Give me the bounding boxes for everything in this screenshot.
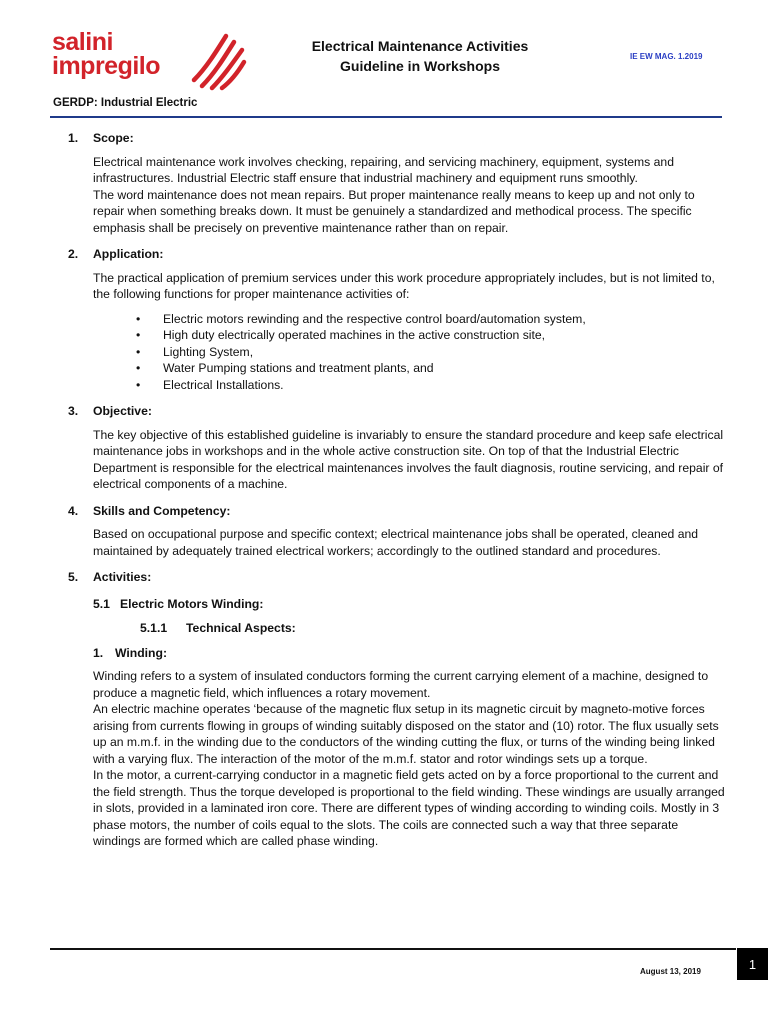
subsection-number: 5.1 [93, 596, 110, 611]
footer-divider [50, 948, 736, 950]
item-heading [93, 645, 728, 662]
section-heading [68, 569, 728, 586]
document-code: IE EW MAG. 1.2019 [630, 52, 703, 61]
section-skills [68, 503, 728, 560]
section-application [68, 246, 728, 393]
section-title: Application: [93, 247, 164, 261]
section-title: Activities: [93, 570, 152, 584]
logo-swirl-icon [186, 30, 248, 92]
department-label: GERDP: Industrial Electric [53, 97, 198, 109]
paragraph: Electrical maintenance work involves checking, repairing, and servicing machinery, equipment, systems and infrastructures. Industrial Electric staff ensure that industrial machinery and equipment runs smoothly. [93, 154, 674, 185]
logo-line-2: impregilo [52, 52, 161, 80]
subsection-heading [93, 596, 728, 613]
title-line-2: Guideline in Workshops [340, 58, 500, 74]
section-text [93, 526, 728, 559]
paragraph: Based on occupational purpose and specific context; electrical maintenance jobs shall be operated, cleaned and maintained by adequately trained electrical workers; accordingly to the outlined standard and procedures. [93, 527, 699, 558]
document-body [68, 130, 728, 860]
section-number: 1. [68, 131, 79, 145]
paragraph: The word maintenance does not mean repairs. But proper maintenance really means to keep up and not only to repair when something breaks down. It must be genuinely a standardized and methodical process. The specific emphasis shall be precisely on preventive maintenance rather than on repair. [93, 187, 695, 235]
paragraph: An electric machine operates ‘because of the magnetic flux setup in its magnetic circuit by magneto-motive forces arising from currents flowing in groups of winding suitably disposed on the stator and (10) rotor. The flux usually sets up an m.m.f. in the winding due to the conductors of the winding cutting the flux, or turns of the winding being linked with a varying flux. The interaction of the motor of the m.m.f. stator and rotor windings sets up a torque. [93, 702, 719, 766]
page-number: 1 [737, 948, 768, 980]
logo-line-1: salini [52, 28, 113, 56]
item-number: 1. [93, 645, 104, 660]
paragraph: In the motor, a current-carrying conductor in a magnetic field gets acted on by a force proportional to the current and the field strength. Thus the torque developed is proportional to the field winding. These windings are usually arranged in slots, provided in a laminated iron core. There are different types of winding according to winding coils. Mostly in 3 phase motors, the number of coils equal to the slots. The coils are connected such a way that three separate windings are formed which are called phase winding. [93, 768, 725, 848]
list-item: • Electric motors rewinding and the respective control board/automation system, [136, 311, 728, 328]
section-text [93, 154, 728, 237]
paragraph: The practical application of premium services under this work procedure appropriately includes, but is not limited to, the following functions for proper maintenance activities of: [93, 270, 715, 301]
logo-wordmark [52, 30, 160, 78]
title-line-1: Electrical Maintenance Activities [311, 38, 529, 54]
list-item: • High duty electrically operated machines in the active construction site, [136, 327, 728, 344]
section-activities [68, 569, 728, 850]
section-text [93, 270, 728, 303]
subsubsection-heading [140, 620, 728, 637]
section-title: Scope: [93, 131, 134, 145]
subsubsection-number: 5.1.1 [140, 621, 168, 635]
section-number: 4. [68, 503, 79, 518]
section-heading [68, 130, 728, 147]
section-objective [68, 403, 728, 493]
paragraph: Winding refers to a system of insulated conductors forming the current carrying element of a machine, designed to produce a magnetic field, which influences a rotary movement. [93, 669, 709, 700]
section-title: Skills and Competency: [93, 503, 231, 518]
subsection-title: Electric Motors Winding: [120, 596, 264, 611]
company-logo [52, 30, 252, 100]
section-text [93, 668, 728, 850]
item-title: Winding: [115, 645, 168, 660]
paragraph: The key objective of this established guideline is invariably to ensure the standard procedure and keep safe electrical maintenance jobs in workshops and in the whole active construction site. On top of that the Industrial Electric Department is responsible for the electrical maintenances involves the fault diagnosis, routine servicing, and repair of electrical components of a machine. [93, 427, 724, 491]
document-title [280, 36, 560, 76]
section-number: 2. [68, 247, 79, 261]
section-title: Objective: [93, 404, 152, 418]
footer-date: August 13, 2019 [640, 967, 701, 976]
section-heading [68, 503, 728, 520]
list-item: • Lighting System, [136, 344, 728, 361]
header-divider [50, 116, 722, 118]
section-heading [68, 246, 728, 263]
section-number: 3. [68, 404, 79, 418]
section-heading [68, 403, 728, 420]
bullet-list [68, 311, 728, 394]
subsubsection-title: Technical Aspects: [186, 621, 296, 635]
section-scope [68, 130, 728, 236]
list-item: • Electrical Installations. [136, 377, 728, 394]
section-text [93, 427, 728, 493]
section-number: 5. [68, 570, 79, 584]
list-item: • Water Pumping stations and treatment plants, and [136, 360, 728, 377]
